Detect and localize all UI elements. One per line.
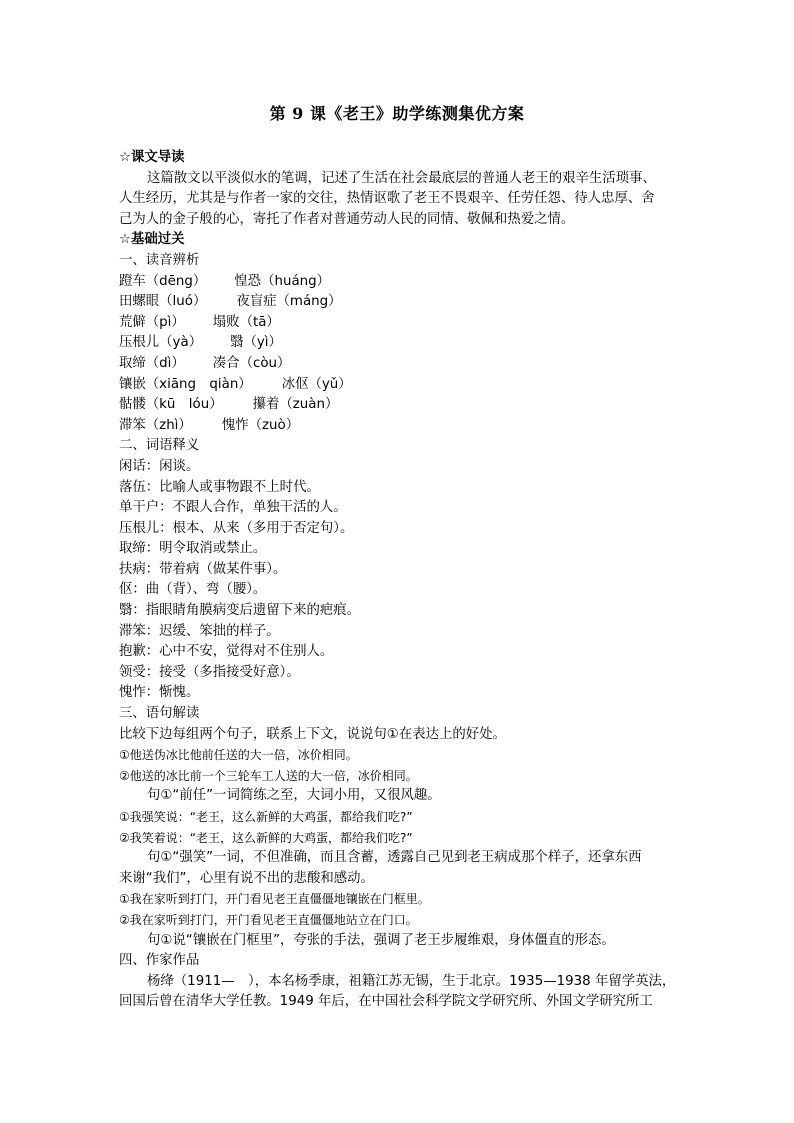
pronunciation-row bbox=[119, 375, 679, 396]
definition-item: 翳：指眼睛角膜病变后遗留下来的疤痕。 bbox=[119, 603, 361, 619]
definition-item: 扶病：带着病（做某件事）。 bbox=[119, 561, 287, 577]
sentence: ①他送伪冰比他前任送的大一倍，冰价相同。 bbox=[119, 748, 358, 763]
term: 田螺眼（luó） bbox=[119, 294, 207, 310]
sentence: ②我在家听到打门，开门看见老王直僵僵地站立在门口。 bbox=[119, 912, 418, 927]
definition-item: 愧怍：惭愧。 bbox=[119, 685, 200, 701]
section-heading: 三、语句解读 bbox=[119, 706, 200, 722]
section-heading: 四、作家作品 bbox=[119, 953, 200, 969]
intro-heading-text: ☆课文导读 bbox=[119, 150, 185, 165]
definition-item: 压根儿：根本、从来（多用于否定句）。 bbox=[119, 520, 354, 536]
intro-line: 这篇散文以平淡似水的笔调，记述了生活在社会最底层的普通人老王的艰辛生活琐事、 bbox=[147, 170, 656, 186]
pronunciation-row bbox=[119, 354, 679, 375]
intro-line: 己为人的金子般的心，寄托了作者对普通劳动人民的同情、敬佩和热爱之情。 bbox=[119, 211, 575, 227]
definition-item: 领受：接受（多指接受好意）。 bbox=[119, 664, 300, 680]
section-heading: 一、读音辨析 bbox=[119, 252, 200, 268]
term: 滞笨（zhì） bbox=[119, 417, 192, 433]
term: 凑合（còu） bbox=[212, 355, 291, 371]
intro-heading bbox=[119, 148, 679, 169]
pronunciation-row bbox=[119, 313, 679, 334]
term: 骷髅（kū lóu） bbox=[119, 397, 223, 413]
term: 蹬车（dēng） bbox=[119, 273, 207, 289]
definition-item: 闲话：闲谈。 bbox=[119, 458, 200, 474]
author-line: 杨绛（1911— ），本名杨季康，祖籍江苏无锡，生于北京。1935—1938 年留学英法， bbox=[147, 973, 676, 989]
pronunciation-row bbox=[119, 416, 679, 437]
intro-line: 人生经历，尤其是与作者一家的交往，热情讴歌了老王不畏艰辛、任劳任怨、待人忠厚、舍 bbox=[119, 191, 655, 207]
term: 惶恐（huáng） bbox=[234, 273, 331, 289]
definition-item: 取缔：明令取消或禁止。 bbox=[119, 541, 267, 557]
term: 翳（yì） bbox=[230, 335, 282, 351]
definition-item: 抱歉：心中不安，觉得对不住别人。 bbox=[119, 644, 334, 660]
question-prompt: 比较下边每组两个句子，联系上下文，说说句①在表达上的好处。 bbox=[119, 726, 506, 742]
answer-note: 句①“强笑”一词，不但准确，而且含蓄，透露自己见到老王病成那个样子，还拿东西 bbox=[147, 850, 642, 866]
section-heading: 二、词语释义 bbox=[119, 438, 200, 454]
term: 镶嵌（xiāng qiàn） bbox=[119, 376, 252, 392]
sentence: ②我笑着说：“老王，这么新鲜的大鸡蛋，都给我们吃?” bbox=[119, 830, 413, 845]
definition-item: 伛：曲（背）、弯（腰）。 bbox=[119, 582, 267, 598]
term: 愧怍（zuò） bbox=[221, 417, 300, 433]
definition-item: 滞笨：迟缓、笨拙的样子。 bbox=[119, 623, 280, 639]
definition-item: 单干户：不跟人合作，单独干活的人。 bbox=[119, 500, 347, 516]
pronunciation-row bbox=[119, 395, 679, 416]
document-body bbox=[119, 148, 679, 1013]
term: 取缔（dì） bbox=[119, 355, 185, 371]
sentence: ①我强笑说：“老王，这么新鲜的大鸡蛋，都给我们吃?” bbox=[119, 810, 413, 824]
pronunciation-row bbox=[119, 272, 679, 293]
answer-note: 句①说“镶嵌在门框里”，夸张的手法，强调了老王步履维艰，身体僵直的形态。 bbox=[147, 932, 615, 948]
term: 夜盲症（máng） bbox=[236, 294, 342, 310]
term: 荒僻（pì） bbox=[119, 314, 185, 330]
term: 塌败（tā） bbox=[212, 314, 280, 330]
pronunciation-row bbox=[119, 292, 679, 313]
answer-note: 来谢“我们”，心里有说不出的悲酸和感动。 bbox=[119, 870, 374, 886]
term: 攥着（zuàn） bbox=[252, 397, 339, 413]
sentence: ②他送的冰比前一个三轮车工人送的大一倍，冰价相同。 bbox=[119, 768, 418, 783]
pronunciation-row bbox=[119, 333, 679, 354]
term: 压根儿（yà） bbox=[119, 335, 203, 351]
answer-note: 句①“前任”一词简练之至，大词小用，又很风趣。 bbox=[147, 788, 441, 804]
definition-item: 落伍：比喻人或事物跟不上时代。 bbox=[119, 479, 320, 495]
basics-heading: ☆基础过关 bbox=[119, 232, 185, 248]
author-line: 回国后曾在清华大学任教。1949 年后，在中国社会科学院文学研究所、外国文学研究所工 bbox=[119, 994, 653, 1010]
page-title: 第 9 课《老王》助学练测集优方案 bbox=[269, 104, 525, 123]
term: 冰伛（yǔ） bbox=[281, 376, 352, 392]
sentence: ①我在家听到打门，开门看见老王直僵僵地镶嵌在门框里。 bbox=[119, 892, 430, 907]
